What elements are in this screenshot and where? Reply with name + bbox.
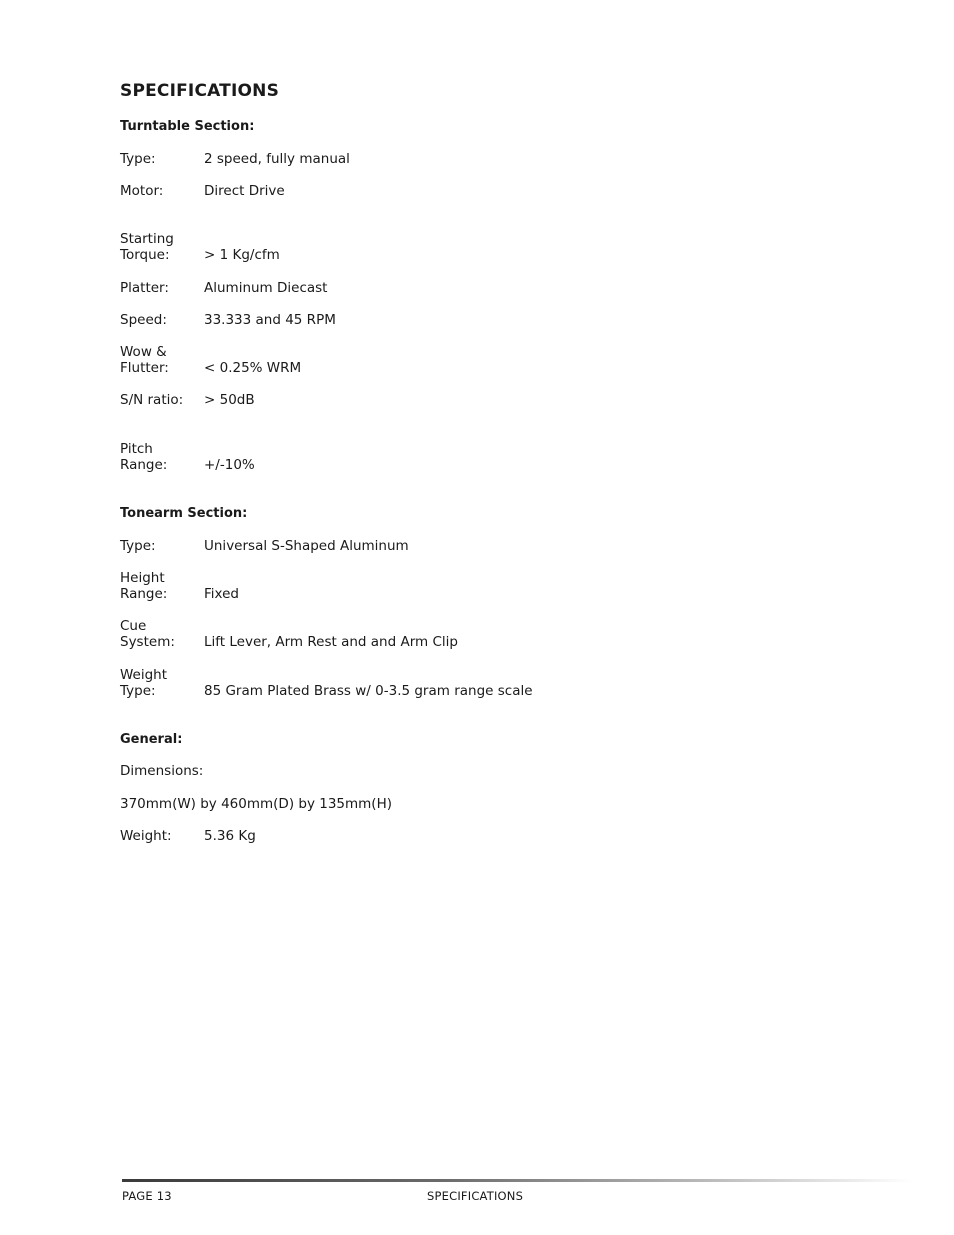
spec-label-cue-system: Cue System: bbox=[120, 618, 175, 650]
spec-value-cue-system: Lift Lever, Arm Rest and and Arm Clip bbox=[204, 634, 458, 650]
spec-value-motor: Direct Drive bbox=[204, 183, 285, 199]
footer-section-name: SPECIFICATIONS bbox=[427, 1189, 524, 1203]
spec-value-pitch-range: +/-10% bbox=[204, 457, 255, 473]
spec-label-platter: Platter: bbox=[120, 280, 169, 296]
spec-label-height-range: Height Range: bbox=[120, 570, 168, 602]
turntable-section-heading: Turntable Section: bbox=[120, 119, 255, 134]
spec-label-turntable-type: Type: bbox=[120, 151, 156, 167]
spec-value-starting-torque: > 1 Kg/cfm bbox=[204, 247, 280, 263]
page-title: SPECIFICATIONS bbox=[120, 81, 280, 101]
spec-value-turntable-type: 2 speed, fully manual bbox=[204, 151, 350, 167]
spec-value-wow-flutter: < 0.25% WRM bbox=[204, 360, 302, 376]
spec-value-platter: Aluminum Diecast bbox=[204, 280, 328, 296]
spec-label-sn-ratio: S/N ratio: bbox=[120, 392, 184, 408]
spec-value-weight-type: 85 Gram Plated Brass w/ 0-3.5 gram range scale bbox=[204, 683, 533, 699]
spec-label-wow-flutter: Wow & Flutter: bbox=[120, 344, 169, 376]
spec-label-dimensions: Dimensions: bbox=[120, 763, 204, 779]
spec-value-height-range: Fixed bbox=[204, 586, 239, 602]
general-section-heading: General: bbox=[120, 732, 183, 747]
spec-label-motor: Motor: bbox=[120, 183, 164, 199]
footer-page-number: PAGE 13 bbox=[122, 1189, 172, 1203]
spec-value-sn-ratio: > 50dB bbox=[204, 392, 255, 408]
spec-label-pitch-range: Pitch Range: bbox=[120, 441, 168, 473]
footer-rule bbox=[122, 1179, 912, 1182]
spec-label-tonearm-type: Type: bbox=[120, 538, 156, 554]
spec-value-dimensions: 370mm(W) by 460mm(D) by 135mm(H) bbox=[120, 796, 392, 812]
spec-label-weight: Weight: bbox=[120, 828, 172, 844]
spec-label-speed: Speed: bbox=[120, 312, 167, 328]
spec-value-tonearm-type: Universal S-Shaped Aluminum bbox=[204, 538, 409, 554]
spec-label-weight-type: Weight Type: bbox=[120, 667, 168, 699]
tonearm-section-heading: Tonearm Section: bbox=[120, 506, 248, 521]
spec-label-starting-torque: Starting Torque: bbox=[120, 231, 174, 263]
spec-value-weight: 5.36 Kg bbox=[204, 828, 256, 844]
spec-value-speed: 33.333 and 45 RPM bbox=[204, 312, 336, 328]
